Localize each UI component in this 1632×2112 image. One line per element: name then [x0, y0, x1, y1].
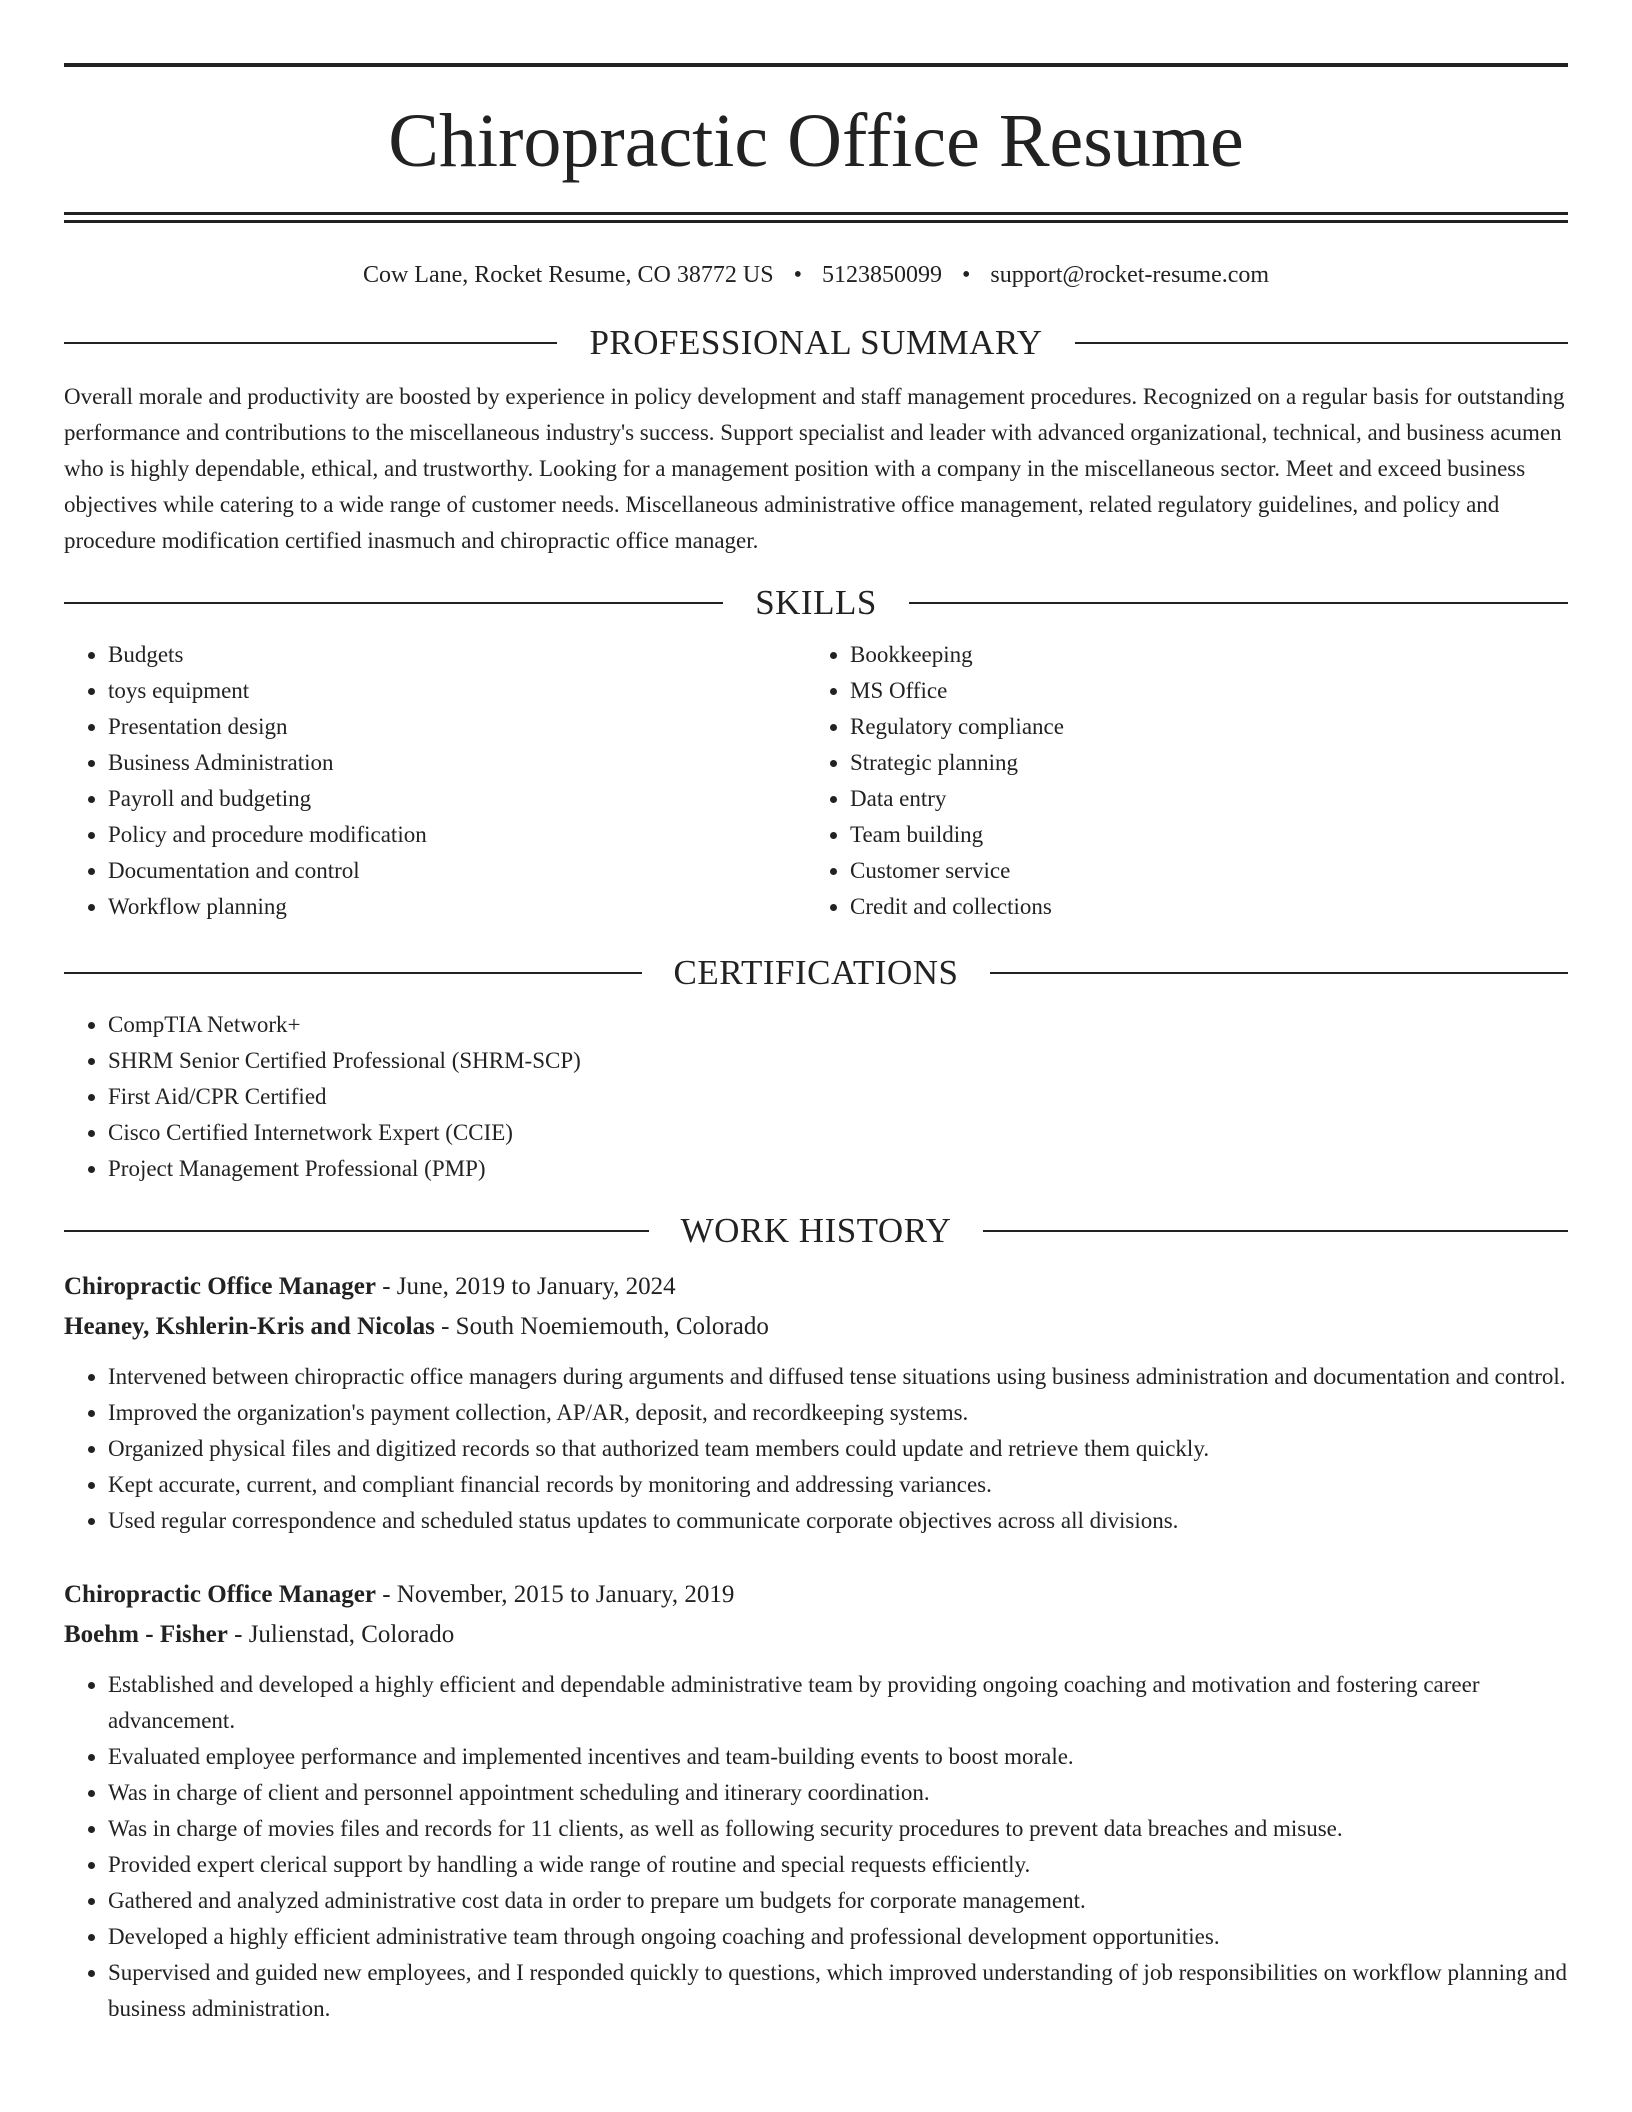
job-bullets: [64, 1359, 1568, 1539]
skills-left-list: [64, 637, 806, 925]
contact-email: support@rocket-resume.com: [990, 262, 1270, 288]
summary-heading: PROFESSIONAL SUMMARY: [589, 323, 1043, 362]
list-item: • Credit and collections: [850, 889, 1548, 925]
job-entry: [64, 1575, 1568, 2027]
skills-column-left: [64, 637, 806, 925]
skills-column-right: [806, 637, 1548, 925]
job-bullet: • Developed a highly efficient administrative team through ongoing coaching and professional development opportunities.: [108, 1919, 1568, 1955]
skills-list: [64, 637, 1568, 925]
certifications-section-header: [64, 951, 1568, 995]
section-divider: [64, 1230, 649, 1232]
list-item: • Payroll and budgeting: [108, 781, 806, 817]
job-company-line: [64, 1307, 1568, 1347]
section-divider: [1075, 342, 1568, 344]
contact-separator: •: [793, 262, 802, 288]
section-divider: [64, 972, 642, 974]
job-dates: - June, 2019 to January, 2024: [375, 1273, 676, 1300]
summary-text: Overall morale and productivity are boosted by experience in policy development and staff management procedures. Recognized on a regular basis for outstanding performance and contributions to the miscellaneous industry's success. Support specialist and leader with advanced organizational, technical, and business acumen who is highly dependable, ethical, and trustworthy. Looking for a management position with a company in the miscellaneous sector. Meet and exceed business objectives while catering to a wide range of customer needs. Miscellaneous administrative office management, related regulatory guidelines, and policy and procedure modification certified inasmuch and chiropractic office manager.: [64, 384, 1565, 553]
list-item: • Bookkeeping: [850, 637, 1548, 673]
contact-line: [64, 259, 1568, 291]
list-item: • Policy and procedure modification: [108, 817, 806, 853]
list-item: • CompTIA Network+: [108, 1007, 1568, 1043]
job-entry: [64, 1267, 1568, 1539]
section-divider: [990, 972, 1568, 974]
list-item: • Project Management Professional (PMP): [108, 1151, 1568, 1187]
contact-address: Cow Lane, Rocket Resume, CO 38772 US: [362, 262, 774, 288]
section-divider: [983, 1230, 1568, 1232]
list-item: • First Aid/CPR Certified: [108, 1079, 1568, 1115]
skills-section-header: [64, 581, 1568, 625]
job-bullet: • Used regular correspondence and scheduled status updates to communicate corporate objectives across all divisions.: [108, 1503, 1568, 1539]
work-history-list: [64, 1267, 1568, 2027]
skills-heading: SKILLS: [755, 583, 877, 622]
list-item: • toys equipment: [108, 673, 806, 709]
list-item: • Budgets: [108, 637, 806, 673]
job-company: Heaney, Kshlerin-Kris and Nicolas: [64, 1313, 435, 1340]
list-item: • Business Administration: [108, 745, 806, 781]
job-location: - Julienstad, Colorado: [227, 1621, 455, 1648]
summary-section-header: [64, 321, 1568, 365]
certifications-heading: CERTIFICATIONS: [673, 953, 959, 992]
list-item: • Workflow planning: [108, 889, 806, 925]
section-divider: [64, 602, 723, 604]
job-bullet: • Provided expert clerical support by handling a wide range of routine and special requests efficiently.: [108, 1847, 1568, 1883]
list-item: • MS Office: [850, 673, 1548, 709]
contact-phone: 5123850099: [821, 262, 942, 288]
list-item: • Cisco Certified Internetwork Expert (CCIE): [108, 1115, 1568, 1151]
skills-right-list: [806, 637, 1548, 925]
resume-title: Chiropractic Office Resume: [388, 99, 1244, 183]
top-rule: [64, 63, 1568, 67]
list-item: • SHRM Senior Certified Professional (SHRM-SCP): [108, 1043, 1568, 1079]
contact-separator: •: [961, 262, 971, 288]
job-title: Chiropractic Office Manager: [64, 1273, 376, 1300]
job-bullet: • Intervened between chiropractic office managers during arguments and diffused tense situations using business administration and documentation and control.: [108, 1359, 1568, 1395]
job-location: - South Noemiemouth, Colorado: [434, 1313, 769, 1340]
certifications-bullets: [64, 1007, 1568, 1187]
job-bullet: • Gathered and analyzed administrative cost data in order to prepare um budgets for corporate management.: [108, 1883, 1568, 1919]
certifications-list: [64, 1007, 1568, 1187]
list-item: • Presentation design: [108, 709, 806, 745]
section-divider: [909, 602, 1568, 604]
section-divider: [64, 342, 557, 344]
job-company: Boehm - Fisher: [64, 1621, 228, 1648]
list-item: • Customer service: [850, 853, 1548, 889]
job-bullet: • Organized physical files and digitized records so that authorized team members could update and retrieve them quickly.: [108, 1431, 1568, 1467]
job-bullet: • Evaluated employee performance and implemented incentives and team-building events to boost morale.: [108, 1739, 1568, 1775]
job-bullet: • Established and developed a highly efficient and dependable administrative team by providing ongoing coaching and motivation and fostering career advancement.: [108, 1667, 1568, 1739]
list-item: • Regulatory compliance: [850, 709, 1548, 745]
list-item: • Documentation and control: [108, 853, 806, 889]
job-bullet: • Kept accurate, current, and compliant financial records by monitoring and addressing variances.: [108, 1467, 1568, 1503]
title-double-rule: [64, 212, 1568, 223]
job-title-line: [64, 1267, 1568, 1307]
list-item: • Data entry: [850, 781, 1548, 817]
job-title: Chiropractic Office Manager: [64, 1581, 376, 1608]
job-bullet: • Was in charge of client and personnel appointment scheduling and itinerary coordination.: [108, 1775, 1568, 1811]
job-dates: - November, 2015 to January, 2019: [375, 1581, 735, 1608]
work-heading: WORK HISTORY: [680, 1211, 952, 1250]
job-bullet: • Supervised and guided new employees, and I responded quickly to questions, which improved understanding of job responsibilities on workflow planning and business administration.: [108, 1955, 1568, 2027]
job-title-line: [64, 1575, 1568, 1615]
job-bullet: • Improved the organization's payment collection, AP/AR, deposit, and recordkeeping systems.: [108, 1395, 1568, 1431]
job-company-line: [64, 1615, 1568, 1655]
list-item: • Strategic planning: [850, 745, 1548, 781]
job-bullet: • Was in charge of movies files and records for 11 clients, as well as following security procedures to prevent data breaches and misuse.: [108, 1811, 1568, 1847]
list-item: • Team building: [850, 817, 1548, 853]
job-bullets: [64, 1667, 1568, 2027]
work-section-header: [64, 1209, 1568, 1253]
